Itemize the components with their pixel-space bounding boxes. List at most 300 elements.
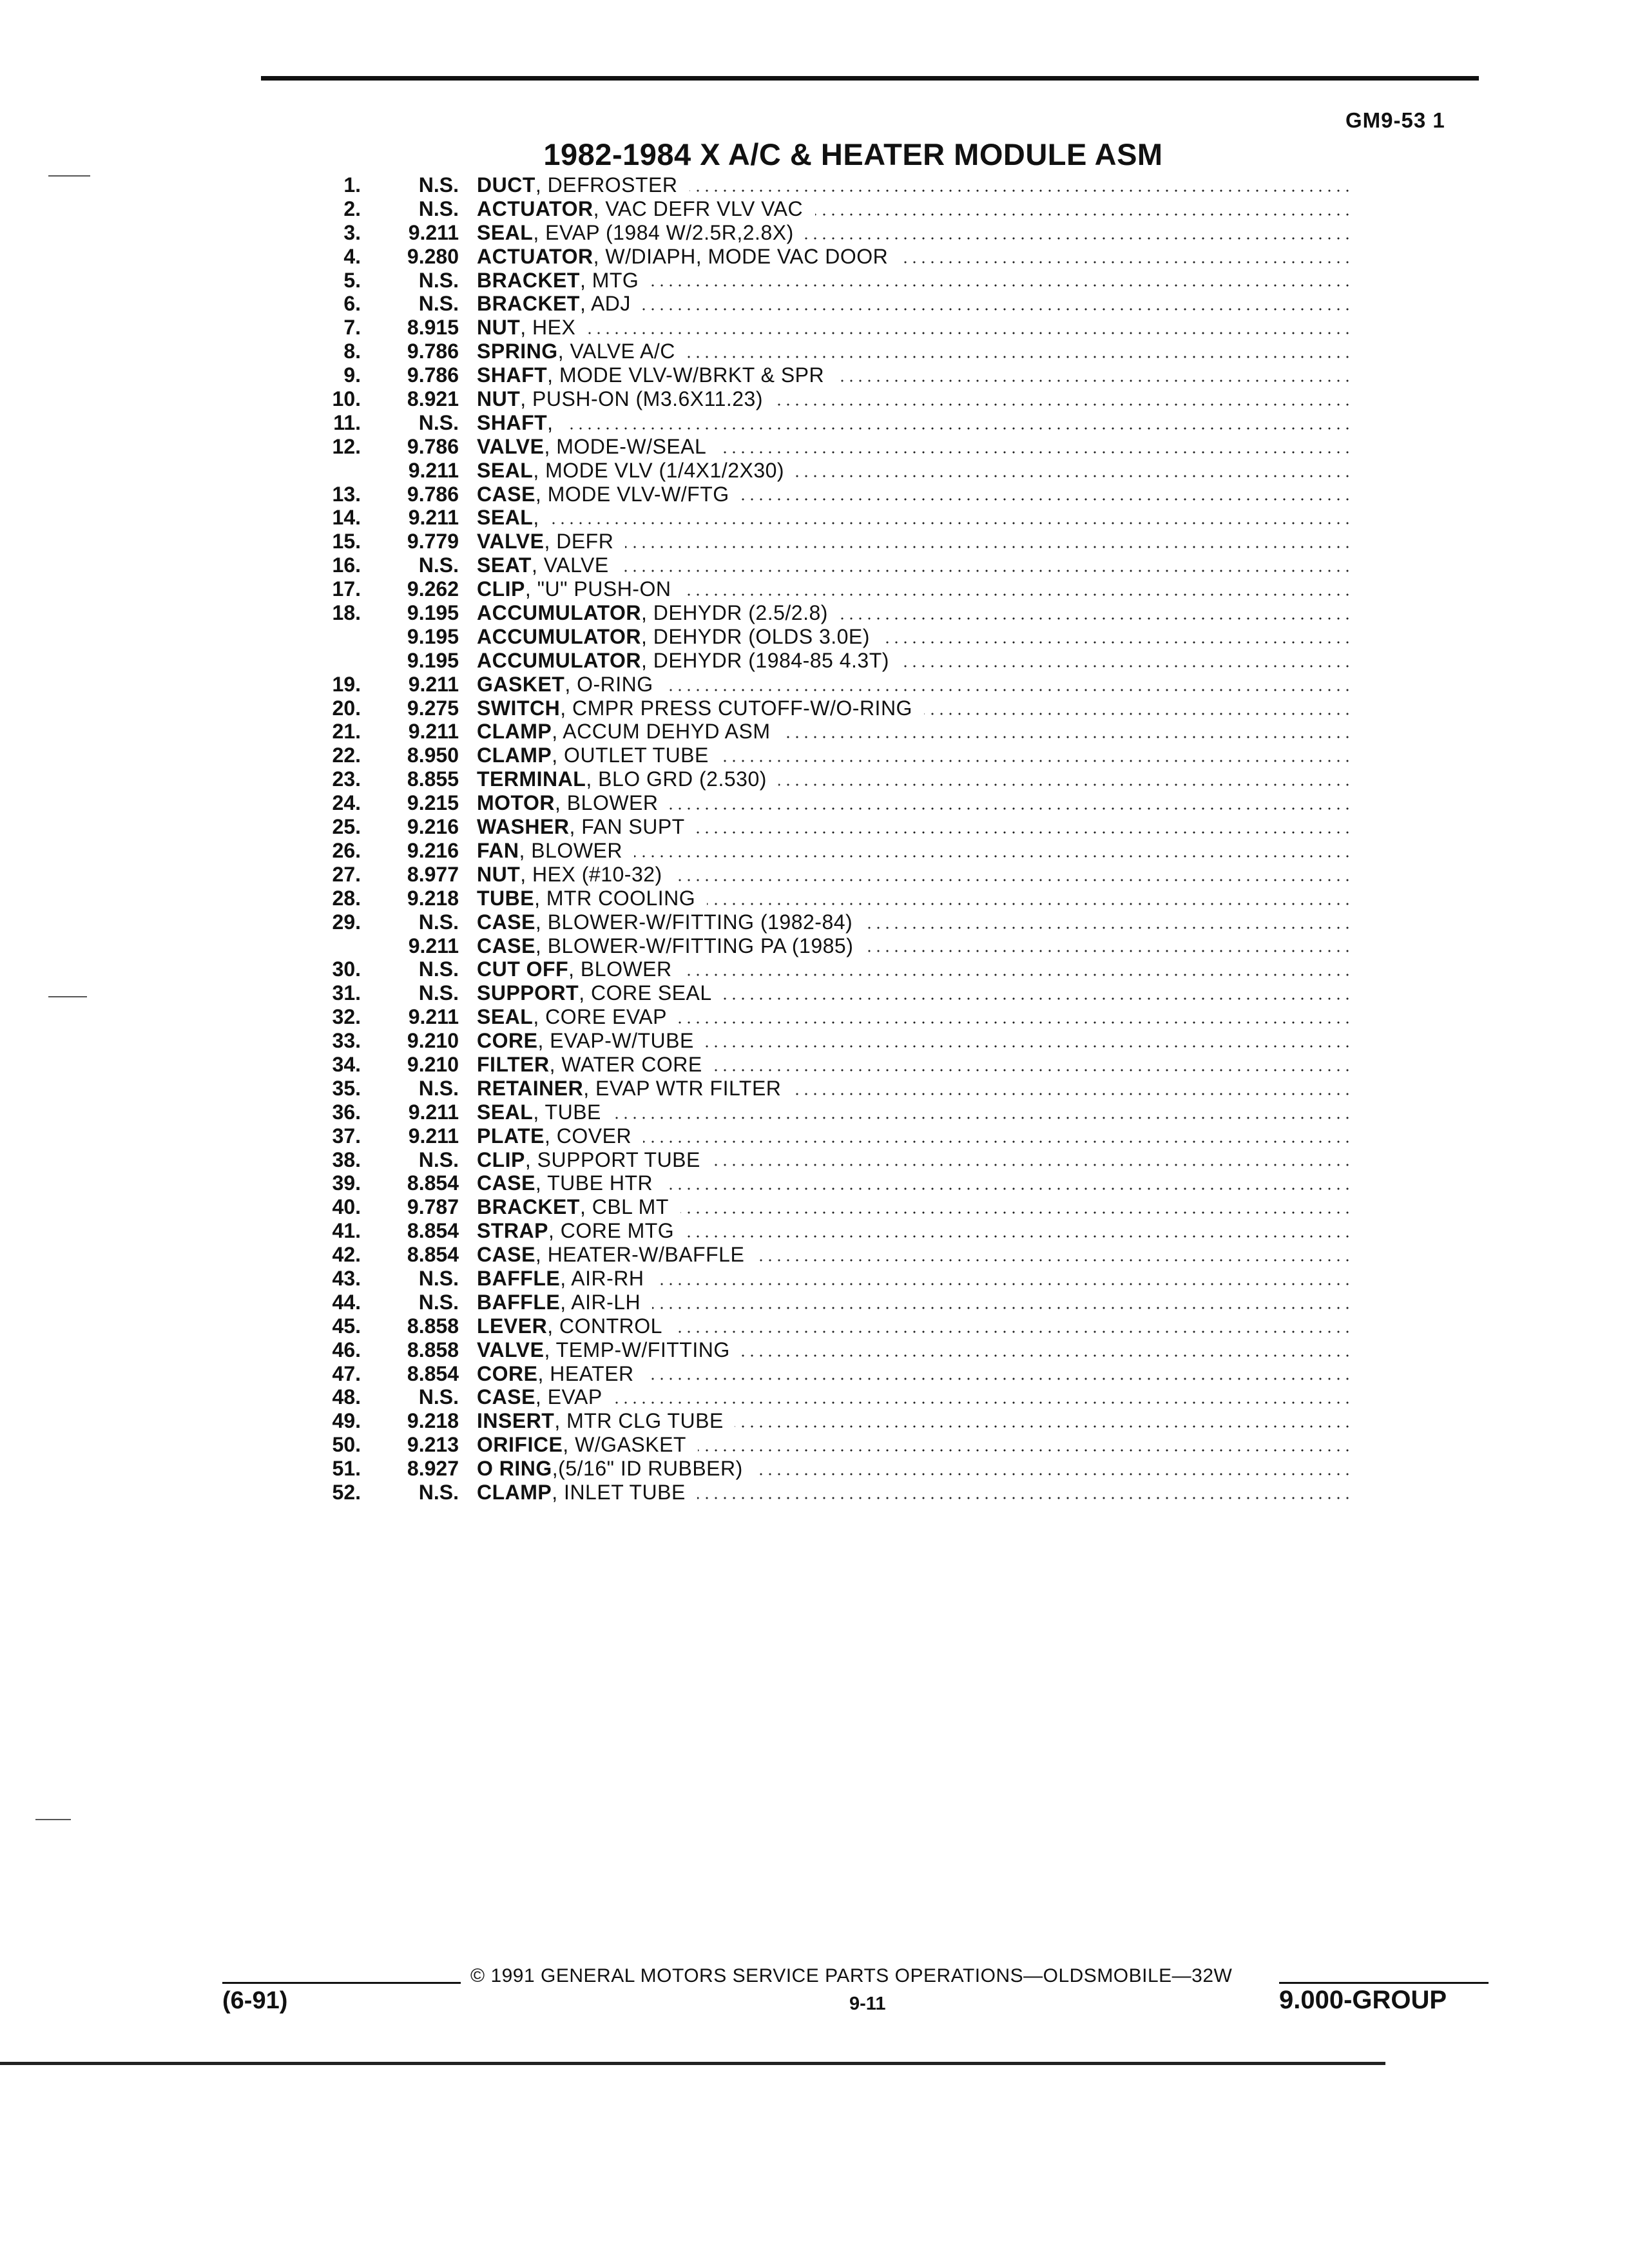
part-number: 27. [332, 862, 361, 886]
part-description [477, 411, 1352, 435]
dot-leader [670, 807, 1352, 810]
part-name: RETAINER [477, 1076, 584, 1100]
dot-leader [840, 617, 1352, 620]
dot-leader [621, 570, 1352, 572]
part-row [0, 221, 1629, 245]
part-description [477, 957, 1352, 981]
part-row [0, 1267, 1629, 1291]
part-row [0, 625, 1629, 649]
part-detail: , BLO GRD (2.530) [586, 767, 767, 791]
part-description [477, 839, 1352, 863]
part-detail: , HEATER-W/BAFFLE [535, 1243, 745, 1267]
dot-leader [707, 903, 1352, 905]
part-name: FAN [477, 838, 519, 862]
part-name: ORIFICE [477, 1433, 563, 1457]
part-name: PLATE [477, 1124, 545, 1148]
part-detail: , DEFROSTER [535, 173, 678, 197]
part-name: NUT [477, 862, 521, 886]
part-description [477, 173, 1352, 197]
part-detail: , AIR-RH [560, 1266, 644, 1290]
dot-leader [712, 1164, 1352, 1166]
part-description [477, 744, 1352, 767]
part-number: 26. [332, 838, 361, 862]
part-group-code: 9.210 [407, 1052, 459, 1076]
part-row [0, 1338, 1629, 1362]
part-detail: , ACCUM DEHYD ASM [552, 720, 771, 744]
part-group-code: 8.915 [407, 316, 459, 340]
part-detail: , [547, 410, 554, 434]
part-number: 4. [343, 244, 361, 268]
part-number: 19. [332, 672, 361, 696]
part-number: 35. [332, 1076, 361, 1100]
dot-leader [686, 1235, 1352, 1238]
part-detail: , BLOWER-W/FITTING (1982-84) [535, 910, 853, 934]
part-group-code: 8.854 [407, 1243, 459, 1267]
part-description [477, 601, 1352, 625]
part-detail: , COVER [545, 1124, 632, 1148]
part-row [0, 1100, 1629, 1124]
part-number: 38. [332, 1148, 361, 1171]
part-number: 31. [332, 981, 361, 1005]
dot-leader [674, 1331, 1352, 1333]
part-row [0, 1314, 1629, 1338]
dot-leader [756, 1259, 1352, 1262]
part-number: 20. [332, 696, 361, 720]
part-row [0, 459, 1629, 483]
dot-leader [741, 498, 1352, 501]
part-row [0, 981, 1629, 1005]
part-description [477, 245, 1352, 269]
part-detail: , W/DIAPH, MODE VAC DOOR [593, 244, 889, 268]
part-number: 36. [332, 1100, 361, 1124]
part-number: 52. [332, 1480, 361, 1504]
part-number: 2. [343, 197, 361, 220]
part-group-code: N.S. [418, 197, 459, 220]
part-row [0, 863, 1629, 887]
part-group-code: N.S. [418, 292, 459, 316]
dot-leader [782, 736, 1352, 738]
part-row [0, 1124, 1629, 1148]
part-description [477, 1219, 1352, 1243]
part-name: VALVE [477, 434, 545, 458]
page-number: 9-11 [849, 1994, 886, 2014]
part-number: 17. [332, 577, 361, 601]
part-number: 37. [332, 1124, 361, 1148]
part-group-code: 8.950 [407, 744, 459, 767]
part-group-code: 8.854 [407, 1171, 459, 1195]
part-detail: , VALVE [531, 553, 609, 577]
dot-leader [655, 1283, 1352, 1285]
part-number: 12. [332, 434, 361, 458]
part-row [0, 1385, 1629, 1409]
part-number: 9. [343, 363, 361, 387]
part-row [0, 340, 1629, 363]
part-number: 43. [332, 1266, 361, 1290]
part-description [477, 577, 1352, 601]
dot-leader [643, 1140, 1352, 1143]
part-number: 39. [332, 1171, 361, 1195]
part-name: SEAL [477, 1005, 534, 1029]
part-name: WASHER [477, 815, 570, 839]
part-name: FILTER [477, 1052, 550, 1076]
part-detail: , EVAP WTR FILTER [583, 1076, 782, 1100]
part-row [0, 1077, 1629, 1100]
part-name: CLAMP [477, 720, 552, 744]
parts-list [0, 173, 1629, 1504]
part-number: 5. [343, 268, 361, 292]
dot-leader [793, 1093, 1352, 1095]
dot-leader [587, 332, 1352, 334]
dot-leader [901, 665, 1352, 668]
part-number: 10. [332, 387, 361, 411]
part-detail: , "U" PUSH-ON [525, 577, 671, 601]
part-detail: , WATER CORE [549, 1052, 702, 1076]
part-description [477, 1433, 1352, 1457]
part-row [0, 1409, 1629, 1433]
part-detail: , MTG [579, 268, 639, 292]
part-group-code: 9.786 [407, 363, 459, 387]
part-detail: , INLET TUBE [552, 1480, 686, 1504]
part-name: CASE [477, 934, 535, 957]
part-description [477, 863, 1352, 887]
part-name: SEAL [477, 220, 534, 244]
part-number: 14. [332, 506, 361, 530]
part-group-code: 9.211 [408, 672, 459, 696]
part-row [0, 1291, 1629, 1314]
part-row [0, 530, 1629, 553]
dot-leader [720, 760, 1352, 762]
part-description [477, 1314, 1352, 1338]
part-description [477, 1338, 1352, 1362]
dot-leader [815, 213, 1352, 216]
part-number: 41. [332, 1219, 361, 1243]
part-name: CASE [477, 910, 535, 934]
footer-rule-right [1279, 1982, 1489, 1984]
part-detail: , CORE SEAL [579, 981, 712, 1005]
part-detail: , BLOWER [555, 791, 659, 815]
part-description [477, 363, 1352, 387]
part-row [0, 245, 1629, 269]
page-code: GM9-53 1 [1345, 108, 1445, 132]
part-name: MOTOR [477, 791, 555, 815]
dot-leader [613, 1117, 1352, 1119]
part-description [477, 1291, 1352, 1314]
part-row [0, 363, 1629, 387]
part-name: SWITCH [477, 696, 561, 720]
part-number: 18. [332, 601, 361, 625]
part-description [477, 459, 1352, 483]
part-row [0, 934, 1629, 958]
part-name: TUBE [477, 886, 535, 910]
dot-leader [741, 1354, 1352, 1357]
part-description [477, 1267, 1352, 1291]
part-group-code: 9.215 [407, 791, 459, 815]
part-description [477, 697, 1352, 720]
part-detail: ,(5/16" ID RUBBER) [552, 1457, 743, 1481]
part-description [477, 981, 1352, 1005]
dot-leader [735, 1425, 1352, 1428]
part-row [0, 435, 1629, 459]
part-name: ACCUMULATOR [477, 624, 641, 648]
part-name: CLAMP [477, 744, 552, 767]
part-name: CASE [477, 482, 535, 506]
dot-leader [634, 855, 1352, 858]
part-group-code: 8.921 [407, 387, 459, 411]
part-number: 7. [343, 316, 361, 340]
part-number: 21. [332, 720, 361, 744]
part-row [0, 387, 1629, 411]
part-detail: , CORE MTG [548, 1219, 675, 1243]
part-group-code: N.S. [418, 1266, 459, 1290]
part-row [0, 720, 1629, 744]
part-description [477, 316, 1352, 340]
dot-leader [714, 1069, 1352, 1072]
part-detail: , MTR CLG TUBE [554, 1409, 724, 1433]
part-detail: , ADJ [579, 292, 631, 316]
part-row [0, 269, 1629, 293]
dot-leader [865, 950, 1352, 952]
part-name: GASKET [477, 672, 565, 696]
part-description [477, 767, 1352, 791]
part-row [0, 1219, 1629, 1243]
part-detail: , EVAP (1984 W/2.5R,2.8X) [533, 220, 794, 244]
part-group-code: 9.195 [407, 648, 459, 672]
copyright-notice: © 1991 GENERAL MOTORS SERVICE PARTS OPERATIONS—OLDSMOBILE—32W [470, 1965, 1233, 1986]
part-name: BRACKET [477, 1195, 580, 1219]
part-group-code: N.S. [418, 553, 459, 577]
part-detail: , [533, 506, 539, 530]
part-name: DUCT [477, 173, 535, 197]
part-group-code: 9.211 [408, 1100, 459, 1124]
dot-leader [683, 974, 1352, 976]
part-description [477, 292, 1352, 316]
dot-leader [683, 593, 1352, 596]
part-row [0, 649, 1629, 673]
dot-leader [705, 1045, 1352, 1048]
part-description [477, 1385, 1352, 1409]
part-row [0, 673, 1629, 697]
dot-leader [697, 1497, 1352, 1499]
part-group-code: N.S. [418, 1076, 459, 1100]
part-name: O RING [477, 1457, 552, 1481]
part-row [0, 601, 1629, 625]
part-number: 49. [332, 1409, 361, 1433]
part-group-code: 9.195 [407, 624, 459, 648]
part-row [0, 1362, 1629, 1386]
part-group-code: 9.786 [407, 482, 459, 506]
part-row [0, 1053, 1629, 1077]
part-description [477, 1100, 1352, 1124]
part-detail: , AIR-LH [560, 1290, 641, 1314]
part-group-code: 8.854 [407, 1361, 459, 1385]
part-description [477, 910, 1352, 934]
part-description [477, 673, 1352, 697]
part-group-code: 9.211 [408, 220, 459, 244]
part-detail: , MODE VLV (1/4X1/2X30) [533, 458, 785, 482]
part-group-code: 9.211 [408, 1124, 459, 1148]
part-detail: , TEMP-W/FITTING [544, 1338, 730, 1361]
dot-leader [778, 783, 1352, 786]
part-description [477, 1243, 1352, 1267]
part-row [0, 483, 1629, 506]
part-name: INSERT [477, 1409, 555, 1433]
part-group-code: 8.858 [407, 1338, 459, 1361]
dot-leader [652, 1307, 1352, 1309]
part-name: SEAT [477, 553, 532, 577]
part-row [0, 887, 1629, 910]
part-description [477, 887, 1352, 910]
part-detail: , CMPR PRESS CUTOFF-W/O-RING [560, 696, 912, 720]
dot-leader [723, 997, 1352, 1000]
part-group-code: N.S. [418, 1148, 459, 1171]
part-description [477, 1457, 1352, 1481]
part-description [477, 1005, 1352, 1029]
part-row [0, 839, 1629, 863]
part-description [477, 530, 1352, 553]
part-name: BAFFLE [477, 1290, 561, 1314]
part-detail: , FAN SUPT [569, 815, 685, 839]
part-group-code: N.S. [418, 268, 459, 292]
dot-leader [775, 403, 1352, 406]
part-name: ACCUMULATOR [477, 601, 641, 625]
part-number: 11. [333, 410, 361, 434]
part-description [477, 1171, 1352, 1195]
part-row [0, 173, 1629, 197]
part-name: VALVE [477, 1338, 545, 1361]
part-description [477, 1077, 1352, 1100]
part-row [0, 1148, 1629, 1172]
scan-mark [48, 175, 90, 177]
part-name: SUPPORT [477, 981, 579, 1005]
part-name: CORE [477, 1361, 538, 1385]
part-number: 32. [332, 1005, 361, 1029]
part-description [477, 1029, 1352, 1053]
part-row [0, 1005, 1629, 1029]
part-group-code: 8.977 [407, 862, 459, 886]
part-row [0, 197, 1629, 221]
dot-leader [805, 237, 1352, 240]
dot-leader [680, 1211, 1352, 1214]
part-number: 3. [343, 220, 361, 244]
part-detail: , MODE VLV-W/BRKT & SPR [547, 363, 825, 387]
dot-leader [836, 380, 1352, 382]
page-title: 1982-1984 X A/C & HEATER MODULE ASM [543, 137, 1163, 171]
part-detail: , OUTLET TUBE [552, 744, 709, 767]
part-number: 13. [332, 482, 361, 506]
part-description [477, 506, 1352, 530]
bottom-rule [0, 2062, 1385, 2065]
part-name: CLIP [477, 577, 525, 601]
part-group-code: 9.218 [407, 1409, 459, 1433]
part-number: 47. [332, 1361, 361, 1385]
part-detail: , BLOWER [519, 838, 622, 862]
part-detail: , CONTROL [547, 1314, 662, 1338]
part-number: 46. [332, 1338, 361, 1361]
part-detail: , CBL MT [579, 1195, 669, 1219]
part-number: 16. [332, 553, 361, 577]
part-name: SEAL [477, 506, 534, 530]
part-number: 44. [332, 1290, 361, 1314]
dot-leader [564, 427, 1352, 430]
part-group-code: 9.262 [407, 577, 459, 601]
dot-leader [718, 451, 1352, 454]
part-detail: , DEHYDR (OLDS 3.0E) [641, 624, 870, 648]
part-name: VALVE [477, 530, 545, 553]
part-name: TERMINAL [477, 767, 586, 791]
part-group-code: 9.211 [408, 934, 459, 957]
dot-leader [673, 879, 1352, 881]
dot-leader [614, 1401, 1352, 1404]
part-name: ACCUMULATOR [477, 648, 641, 672]
part-number: 24. [332, 791, 361, 815]
part-number: 8. [343, 340, 361, 363]
dot-leader [642, 308, 1352, 311]
part-detail: , HEX (#10-32) [520, 862, 662, 886]
part-detail: , HEX [520, 316, 576, 340]
part-name: SHAFT [477, 363, 548, 387]
part-row [0, 553, 1629, 577]
part-detail: , TUBE [533, 1100, 601, 1124]
part-row [0, 1029, 1629, 1053]
part-detail: , DEFR [544, 530, 614, 553]
footer-rule-left [222, 1982, 461, 1984]
dot-leader [550, 522, 1352, 524]
part-group-code: 9.195 [407, 601, 459, 625]
part-group-code: 8.854 [407, 1219, 459, 1243]
part-description [477, 483, 1352, 506]
dot-leader [698, 1449, 1352, 1452]
part-description [477, 791, 1352, 815]
part-detail: , MODE VLV-W/FTG [535, 482, 729, 506]
part-name: SPRING [477, 340, 558, 363]
part-name: BRACKET [477, 268, 580, 292]
part-group-code: N.S. [418, 910, 459, 934]
part-detail: , EVAP-W/TUBE [537, 1029, 694, 1053]
part-detail: , MTR COOLING [534, 886, 696, 910]
part-group-code: 9.210 [407, 1029, 459, 1053]
part-number: 29. [332, 910, 361, 934]
part-number: 25. [332, 815, 361, 839]
part-row [0, 1457, 1629, 1481]
part-group-code: N.S. [418, 173, 459, 197]
dot-leader [755, 1473, 1352, 1475]
part-group-code: 9.213 [407, 1433, 459, 1457]
part-row [0, 910, 1629, 934]
scan-mark [35, 1819, 71, 1820]
part-group-code: 9.211 [408, 506, 459, 530]
part-description [477, 649, 1352, 673]
dot-leader [882, 641, 1352, 644]
part-description [477, 720, 1352, 744]
part-name: CASE [477, 1243, 535, 1267]
part-row [0, 1481, 1629, 1504]
dot-leader [679, 1021, 1352, 1024]
part-number: 15. [332, 530, 361, 553]
part-description [477, 197, 1352, 221]
part-group-code: 9.786 [407, 434, 459, 458]
part-row [0, 791, 1629, 815]
part-row [0, 292, 1629, 316]
dot-leader [864, 927, 1352, 929]
part-group-code: 9.211 [408, 720, 459, 744]
part-description [477, 1053, 1352, 1077]
part-number: 34. [332, 1052, 361, 1076]
part-number: 6. [343, 292, 361, 316]
part-row [0, 577, 1629, 601]
part-row [0, 1171, 1629, 1195]
part-number: 22. [332, 744, 361, 767]
part-description [477, 221, 1352, 245]
